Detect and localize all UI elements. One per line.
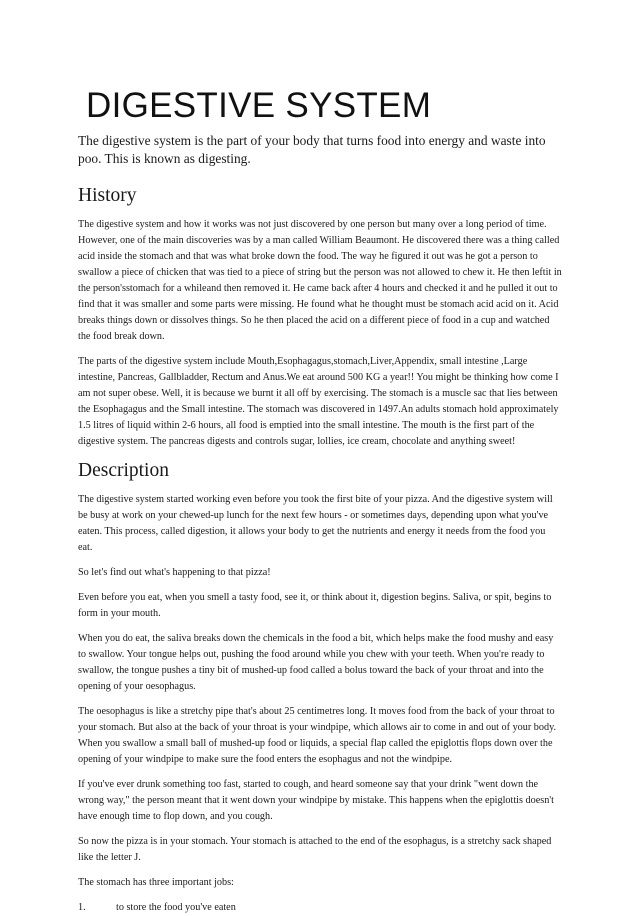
- description-paragraph-8: The stomach has three important jobs:: [78, 877, 234, 888]
- document-title: DIGESTIVE SYSTEM: [86, 86, 432, 125]
- description-paragraph-3: Even before you eat, when you smell a tasty food, see it, or think about it, digestion begins. Saliva, or spit, begins to form in your mouth.: [78, 592, 552, 619]
- description-paragraph-1: The digestive system started working even before you took the first bite of your pizza. And the digestive system will be busy at work on your chewed-up lunch for the next few hours - or sometimes days, depending upon what you've eaten. This process, called digestion, it allows your body to get the nutrients and energy it needs from the food you eat.: [78, 494, 553, 553]
- list-item: [78, 900, 562, 916]
- description-paragraph-6: If you've ever drunk something too fast, started to cough, and heard someone say that your drink "went down the wrong way," the person meant that it went down your windpipe by mistake. This happens when the epiglottis doesn't have enough time to flop down, and you cough.: [78, 779, 554, 822]
- history-section: [78, 184, 562, 450]
- history-paragraph-2: The parts of the digestive system include Mouth,Esophagagus,stomach,Liver,Appendix, small intestine ,Large intestine, Pancreas, Gallbladder, Rectum and Anus.We eat around 500 KG a year!! You might be thinking how come I am not super obese. Well, it is because we burnt it all off by exercising. The stomach is a muscle sac that lies between the Esophagagus and the Small intestine. The stomach was discovered in 1497.An adults stomach hold approximately 1.5 litres of liquid within 2-6 hours, all food is emptied into the small intestine. The mouth is the first part of the digestive system. The pancreas digests and controls sugar, lollies, ice cream, chocolate and anything sweet!: [78, 356, 559, 447]
- description-heading: Description: [78, 460, 169, 481]
- description-paragraph-4: When you do eat, the saliva breaks down the chemicals in the food a bit, which helps make the food mushy and easy to swallow. Your tongue helps out, pushing the food around while you chew with your teeth. When you're ready to swallow, the tongue pushes a tiny bit of mushed-up food called a bolus toward the back of your throat and into the opening of your oesophagus.: [78, 633, 554, 692]
- description-section: [78, 459, 562, 916]
- intro-paragraph: The digestive system is the part of your body that turns food into energy and waste into poo. This is known as digesting.: [78, 133, 546, 166]
- history-paragraph-1: The digestive system and how it works was not just discovered by one person but many over a long period of time. However, one of the main discoveries was by a man called William Beaumont. He discovered there was a thing called acid inside the stomach and that was what broke down the food. The way he figured it out was he got a person to swallow a piece of chicken that was tied to a piece of string but the person was not allowed to chew it. He then leftit in the person'sstomach for a whileand then removed it. He came back after 4 hours and checked it and he pulled it out to find that it was smaller and some parts were missing. He found what he thought must be stomach acid acid on it. Acid breaks things down or dissolves things. So he then placed the acid on a different piece of food in a cup and watched the food break down.: [78, 219, 562, 342]
- list-item-text: to store the food you've eaten: [116, 902, 236, 913]
- description-paragraph-7: So now the pizza is in your stomach. Your stomach is attached to the end of the esophagus, is a stretchy sack shaped like the letter J.: [78, 836, 552, 863]
- description-paragraph-5: The oesophagus is like a stretchy pipe that's about 25 centimetres long. It moves food from the back of your throat to your stomach. But also at the back of your throat is your windpipe, which allows air to come in and out of your body. When you swallow a small ball of mushed-up food or liquids, a special flap called the epiglottis flops down over the opening of your windpipe to make sure the food enters the esophagus and not the windpipe.: [78, 706, 557, 765]
- history-heading: History: [78, 185, 137, 206]
- description-paragraph-2: So let's find out what's happening to that pizza!: [78, 567, 271, 578]
- list-item-number: 1.: [78, 902, 86, 913]
